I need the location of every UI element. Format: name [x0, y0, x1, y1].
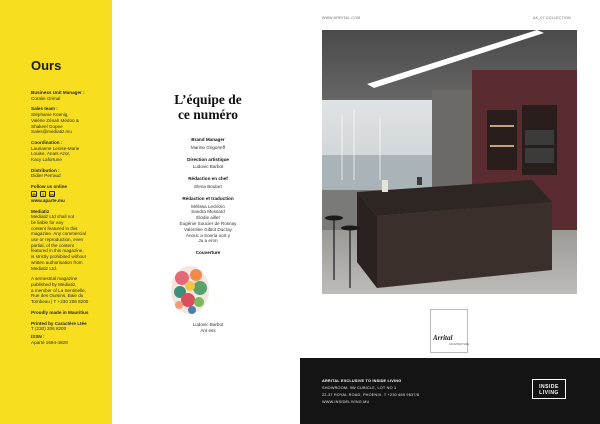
ours-title: Ours — [31, 58, 62, 73]
mediatiz-disclaimer: Mediatiz Mediatiz Ltd shall not be liable for any content featured in this magazine. Any commercial use or reproduction, even partial, of the content featured in this magazine, is strictly prohibited without written authorisation from Mediatiz Ltd. — [31, 208, 86, 271]
ad-footer — [300, 358, 600, 424]
direction-artistique: Direction artistique Ludovic Barbot — [187, 156, 229, 170]
redaction-en-chef: Rédaction en chef Elena Boulart — [188, 176, 228, 189]
kitchen-photo — [322, 30, 577, 294]
inside-living-logo: INSIDE LIVING — [532, 379, 566, 399]
coordination: Coordination : Laurianne Lenise-Marie Louise, Anaïs Azor, Kacy Lafortune — [31, 139, 80, 163]
footer-showroom: SHOWROOM: 9W CUBICLE, LOT NO 1 — [322, 386, 397, 390]
couverture: Couverture — [195, 250, 221, 256]
follow-us: Follow us online ◎ f in www.aparte.mu — [31, 184, 107, 203]
arrital-logo: Arrital AKCHITECTURE — [430, 309, 468, 353]
ours-credits — [31, 90, 107, 345]
business-unit-manager: Business Unit Manager : Coralie Grimal — [31, 90, 85, 101]
footer-address: 22-37 ROYAL ROAD, PHOENIX. T +230 659 9637/8 — [322, 393, 420, 397]
redaction-traduction: Rédaction et traduction Mélissa Leclézio Sandra Mussard Élodie aillet Eugénie Soucier de Rosnay Valentine Giblot Ducray Anouc a Sooria oort y Ju a eron — [179, 195, 237, 244]
team-title: L’équipe de ce numéro — [174, 92, 242, 122]
website-link[interactable]: www.aparte.mu — [31, 197, 65, 203]
issn-info: ISSN : Aparté 1694-4828 — [31, 333, 68, 345]
publisher-info: A semestrial magazine published by Mediatiz, a member of La Sentinelle, Rue des Oursins, Baie du Tombeau | T +230 206 8200 — [31, 276, 89, 305]
linkedin-icon[interactable]: in — [50, 191, 54, 197]
ad-header-collection: AK_07 COLLECTION — [533, 16, 571, 20]
sales-team: Sales team : Stéphanie Koenig, Valérie Zénah Médoo & Shakeel Gopee Sales@mediatiz.mu — [31, 106, 79, 135]
footer-exclusive: ARRITAL EXCLUSIVE TO INSIDE LIVING — [322, 379, 402, 383]
printer-info: Printed by Caractère Ltée T (230) 206 8200 — [31, 320, 87, 332]
social-icons — [31, 191, 107, 197]
couverture-credits: Ludovic Barbot Ant ess — [192, 322, 224, 333]
cover-illustration — [168, 262, 212, 316]
proudly-made: Proudly made in Mauritius — [31, 309, 89, 315]
brand-manager: Brand Manager Marine Grigorieff — [190, 137, 226, 150]
team-credits — [150, 137, 266, 258]
footer-website[interactable]: WWW.INSIDELIVING.MU — [322, 400, 370, 404]
ad-header-url: WWW.ARRITAL.COM — [322, 16, 361, 20]
instagram-icon[interactable]: ◎ — [32, 191, 36, 197]
facebook-icon[interactable]: f — [40, 191, 46, 197]
distribution: Distribution : Didier Perraud — [31, 167, 61, 179]
